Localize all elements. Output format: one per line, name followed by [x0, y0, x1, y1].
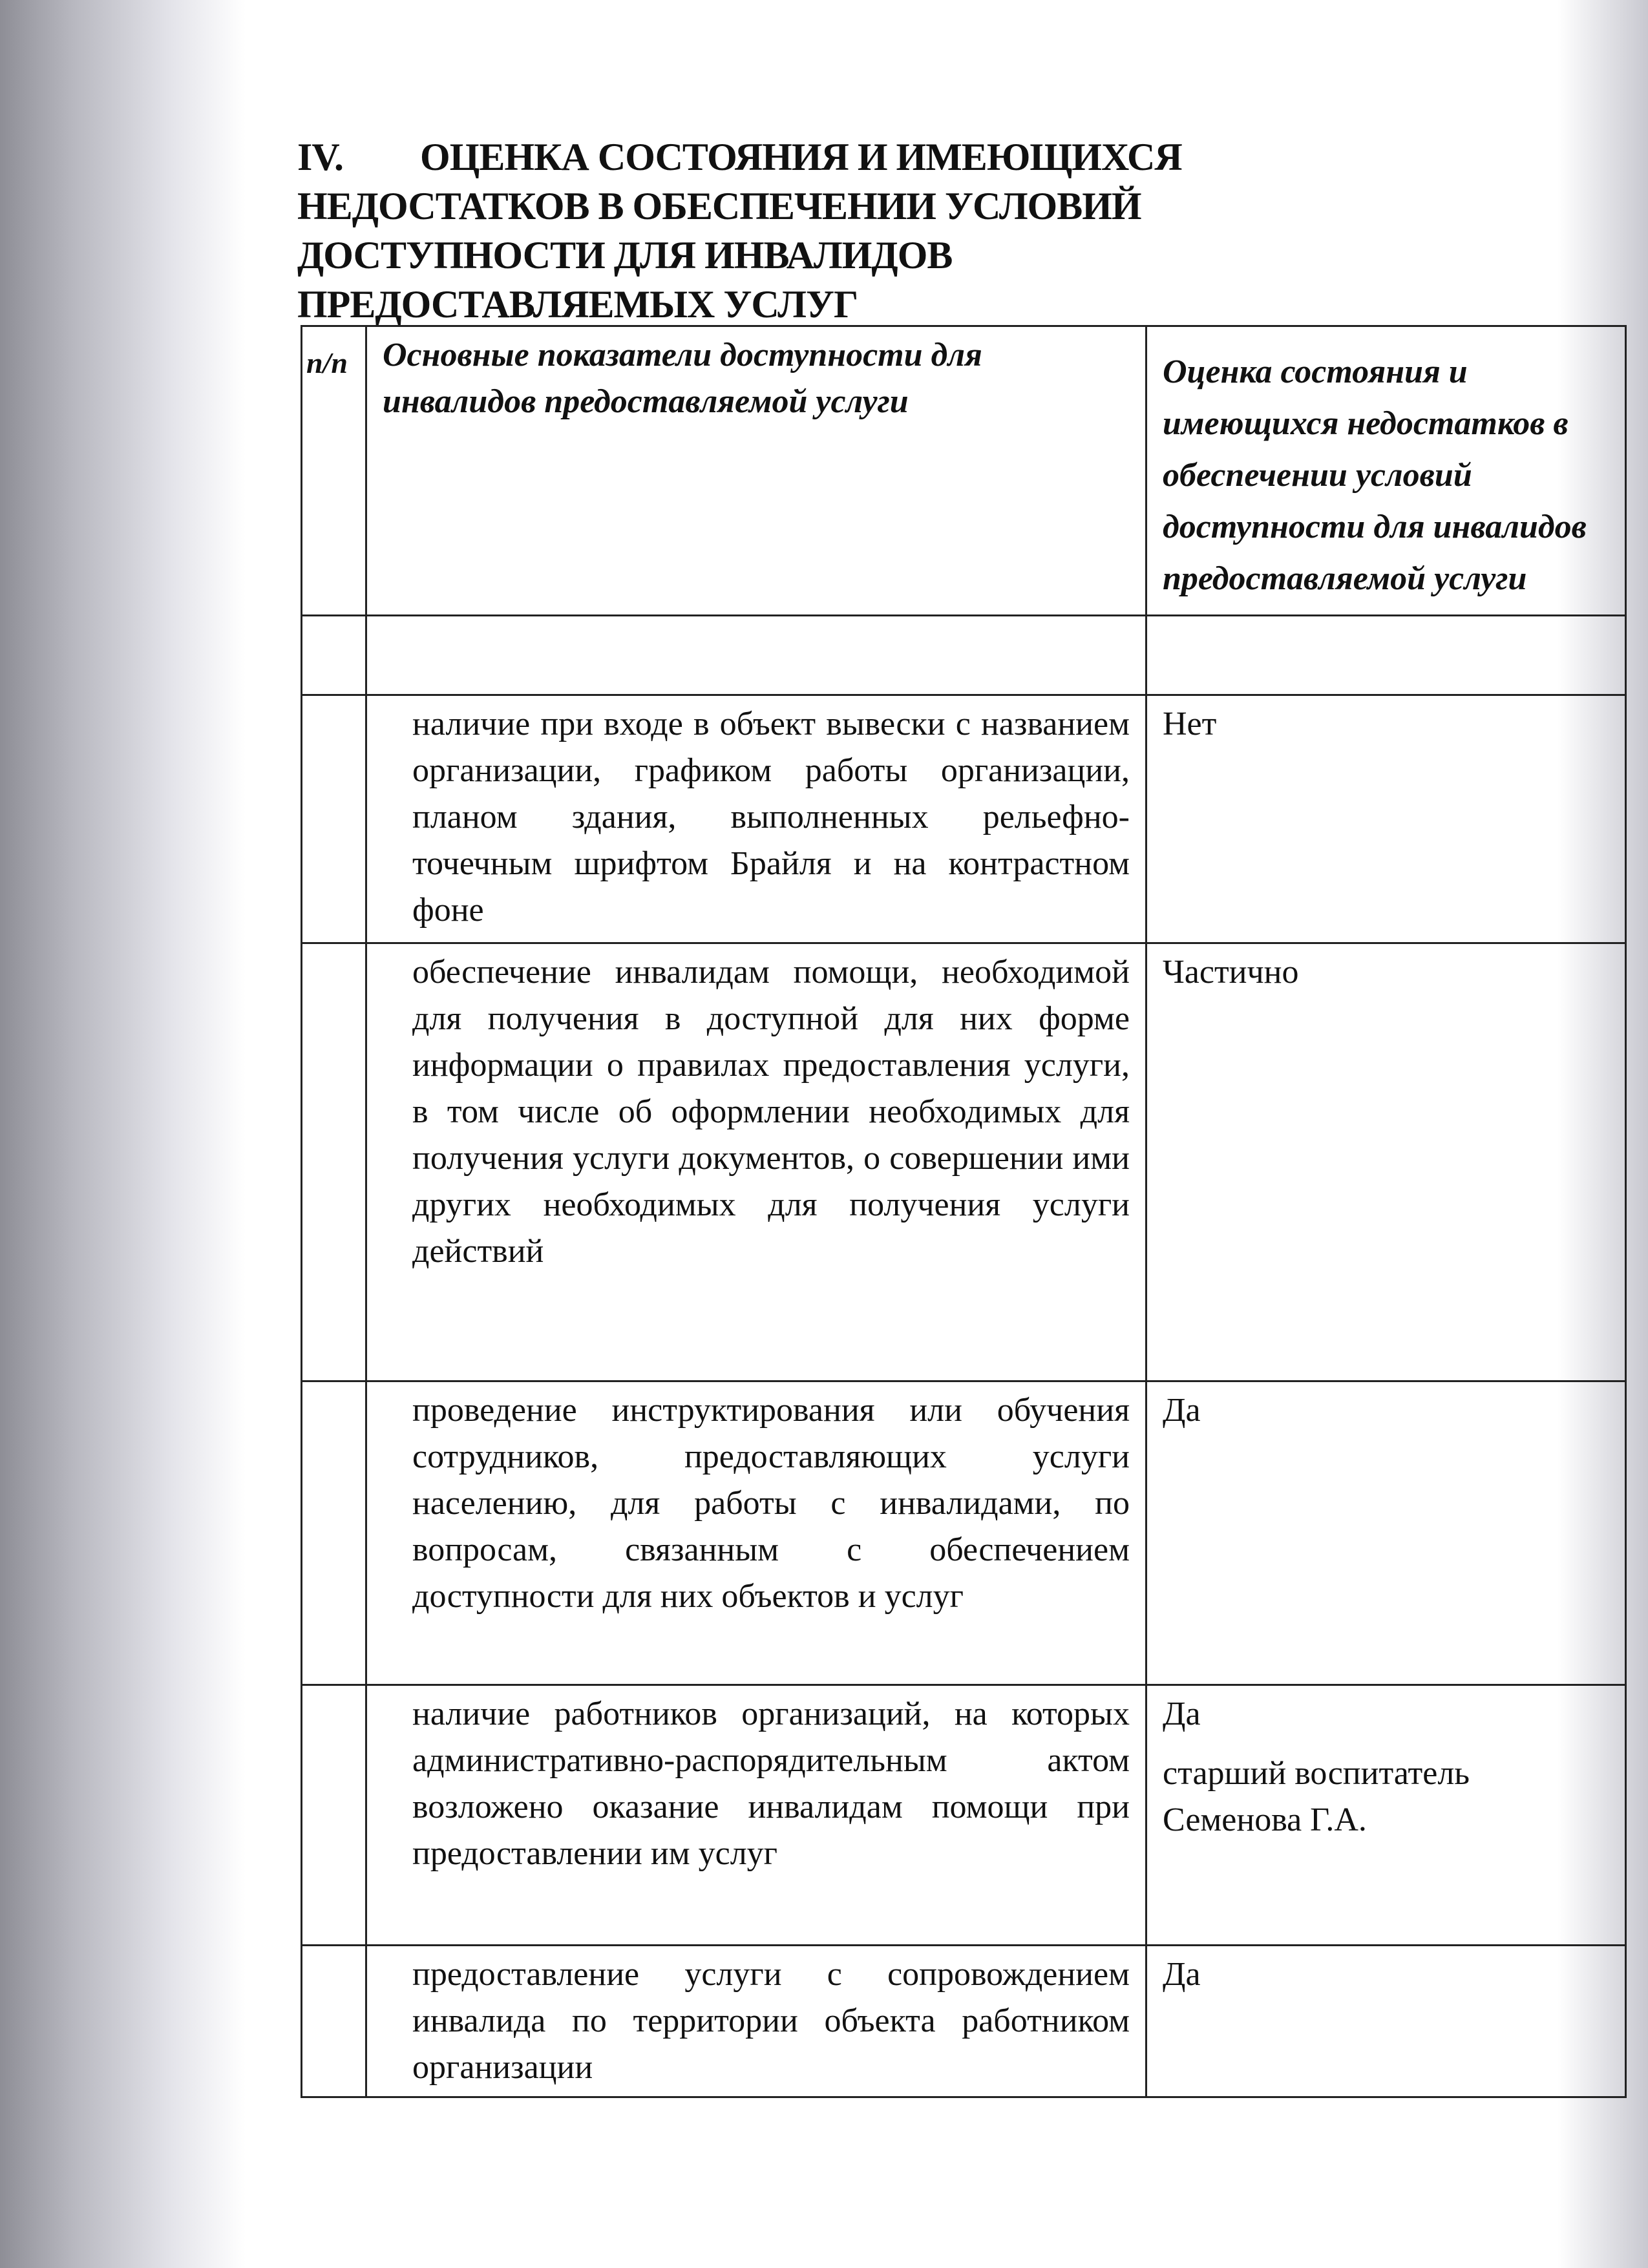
row-note: старший воспитатель Семенова Г.А.: [1163, 1755, 1470, 1838]
row-number: [302, 1685, 366, 1946]
row-number: [302, 943, 366, 1381]
row-indicator: проведение инструктирования или обучения сотрудников, предоставляющих услуги населению, для работы с инвалидами, по вопросам, связанным с обеспечением доступности для них объектов и услуг: [366, 1381, 1146, 1685]
section-number: IV.: [297, 136, 343, 178]
table-row: [302, 1685, 1626, 1946]
row-indicator: обеспечение инвалидам помощи, необходимой для получения в доступной для них форме информации о правилах предоставления услуги, в том числе об оформлении необходимых для получения услуги документов, о совершении ими других необходимых для получения услуги действий: [366, 943, 1146, 1381]
header-indicator: Основные показатели доступности для инвалидов предоставляемой услуги: [366, 326, 1146, 616]
table-row: [302, 943, 1626, 1381]
table-row: [302, 1946, 1626, 2097]
row-number: [302, 1946, 366, 2097]
header-number: п/п: [302, 326, 366, 616]
table-row: [302, 1381, 1626, 1685]
header-assessment: Оценка состояния и имеющихся недостатков в обеспечении условий доступности для инвалидов предоставляемой услуги: [1146, 326, 1626, 616]
accessibility-table: [301, 325, 1627, 2098]
section-title-text: ОЦЕНКА СОСТОЯНИЯ И ИМЕЮЩИХСЯ НЕДОСТАТКОВ В ОБЕСПЕЧЕНИИ УСЛОВИЙ ДОСТУПНОСТИ ДЛЯ ИНВАЛИДОВ ПРЕДОСТАВЛЯЕМЫХ УСЛУГ: [297, 136, 1182, 326]
scan-shadow-left: [0, 0, 246, 2268]
row-indicator: наличие при входе в объект вывески с названием организации, графиком работы организации, планом здания, выполненных рельефно-точечным шрифтом Брайля и на контрастном фоне: [366, 695, 1146, 943]
row-indicator: предоставление услуги с сопровождением инвалида по территории объекта работником организации: [366, 1946, 1146, 2097]
row-number: [302, 1381, 366, 1685]
row-assessment-cell: [1146, 1685, 1626, 1946]
row-assessment: Нет: [1146, 695, 1626, 943]
section-title: [297, 132, 1267, 329]
row-assessment: Да: [1146, 1381, 1626, 1685]
row-assessment: Да: [1163, 1696, 1201, 1732]
empty-cell: [302, 616, 366, 695]
empty-cell: [366, 616, 1146, 695]
row-assessment: Да: [1146, 1946, 1626, 2097]
row-number: [302, 695, 366, 943]
table-row: [302, 695, 1626, 943]
empty-row: [302, 616, 1626, 695]
row-assessment: Частично: [1146, 943, 1626, 1381]
table-header-row: [302, 326, 1626, 616]
empty-cell: [1146, 616, 1626, 695]
row-indicator: наличие работников организаций, на которых административно-распорядительным актом возложено оказание инвалидам помощи при предоставлении им услуг: [366, 1685, 1146, 1946]
